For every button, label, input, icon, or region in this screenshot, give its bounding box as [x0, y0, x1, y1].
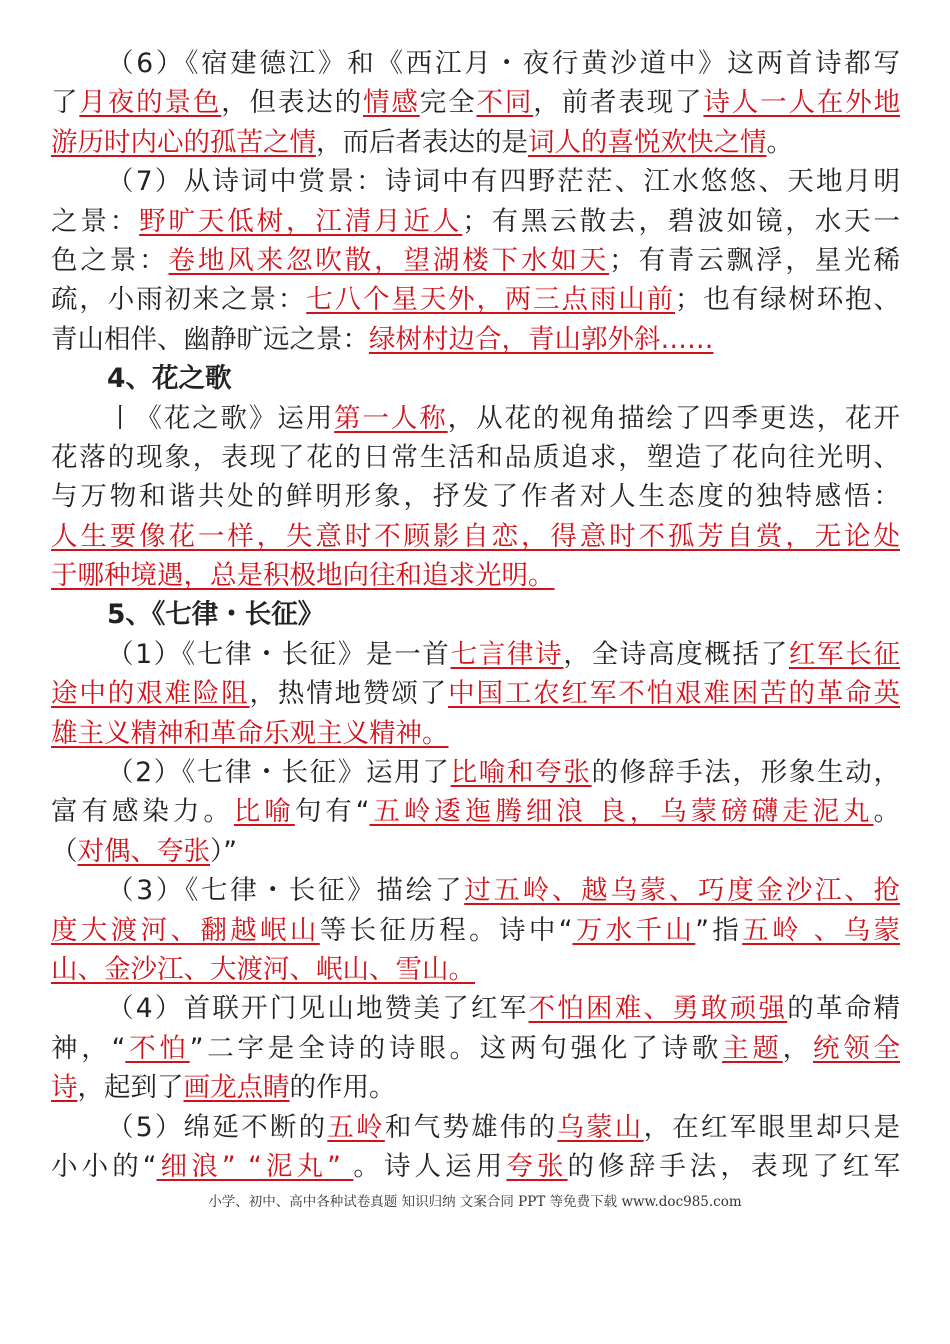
answer-highlight: 卷地风来忽吹散，望湖楼下水如天 — [168, 244, 610, 276]
text-segment: （ — [51, 835, 78, 867]
text-line — [51, 202, 900, 241]
answer-highlight: 五岭 — [327, 1111, 385, 1143]
text-segment: （3）《七律・长征》描绘了 — [107, 875, 465, 907]
text-segment: ，但表达的 — [221, 87, 363, 119]
text-segment: 的修辞手法，形象生动， — [591, 757, 900, 789]
text-segment: 与万物和谐共处的鲜明形象，抒发了作者对人生态度的独特感悟： — [51, 481, 900, 513]
answer-highlight: 于哪种境遇，总是积极地向往和追求光明。 — [51, 560, 555, 592]
text-line — [51, 44, 900, 83]
text-segment: ，全诗高度概括了 — [563, 638, 789, 670]
text-segment: ；有黑云散去，碧波如镜，水天一 — [462, 205, 900, 237]
text-line — [51, 517, 900, 556]
section-heading — [51, 359, 900, 398]
answer-highlight: 不怕困难、勇敢顽强 — [528, 993, 788, 1025]
answer-highlight: 细浪” “泥丸” — [156, 1150, 354, 1182]
answer-highlight: 七言律诗 — [450, 638, 564, 670]
answer-highlight: 野旷天低树，江清月近人 — [139, 205, 463, 237]
text-segment: 之景： — [51, 205, 140, 237]
text-segment: 小小的“ — [51, 1150, 157, 1182]
text-line — [51, 674, 900, 713]
text-segment: 等长征历程。诗中“ — [319, 914, 573, 946]
answer-highlight: 词人的喜悦欢快之情 — [528, 126, 767, 158]
text-segment: ”二字是全诗的诗眼。这两句强化了诗歌 — [189, 1032, 723, 1064]
text-line — [51, 438, 900, 477]
answer-highlight: 七八个星天外，两三点雨山前 — [306, 284, 675, 316]
answer-highlight: 比喻和夸张 — [450, 757, 592, 789]
text-segment: 富有感染力。 — [51, 796, 234, 828]
text-segment: ，起到了 — [77, 1072, 184, 1104]
text-line — [51, 714, 900, 753]
text-segment: 疏，小雨初来之景： — [51, 284, 307, 316]
answer-highlight: 绿树村边合，青山郭外斜…… — [369, 323, 714, 355]
answer-highlight: 人生要像花一样，失意时不顾影自恋，得意时不孤芳自赏，无论处 — [51, 520, 900, 552]
text-segment: 的作用。 — [289, 1072, 396, 1104]
text-segment: 4、花之歌 — [107, 363, 232, 395]
answer-highlight: 万水千山 — [572, 914, 696, 946]
text-segment: 青山相伴、幽静旷远之景： — [51, 323, 369, 355]
answer-highlight: 雄主义精神和革命乐观主义精神。 — [51, 717, 449, 749]
answer-highlight: 不怕 — [125, 1032, 190, 1064]
text-segment: 和气势雄伟的 — [384, 1111, 558, 1143]
text-segment: ；有青云飘浮，星光稀 — [609, 244, 900, 276]
text-segment: （4）首联开门见山地赞美了红军 — [107, 993, 529, 1025]
answer-highlight: 红军长征 — [788, 638, 901, 670]
text-segment: 句有“ — [294, 796, 370, 828]
text-line — [51, 989, 900, 1028]
answer-highlight: 游历时内心的孤苦之情 — [51, 126, 316, 158]
text-line — [51, 792, 900, 831]
text-line — [51, 556, 900, 595]
answer-highlight: 画龙点睛 — [183, 1072, 290, 1104]
text-line — [51, 1029, 900, 1068]
answer-highlight: 中国工农红军不怕艰难困苦的革命英 — [448, 678, 901, 710]
answer-highlight: 度大渡河、翻越岷山 — [51, 914, 320, 946]
text-segment: 神，“ — [51, 1032, 126, 1064]
answer-highlight: 乌蒙山 — [557, 1111, 644, 1143]
text-segment: 。 — [873, 796, 900, 828]
text-line — [51, 241, 900, 280]
text-line — [51, 635, 900, 674]
answer-highlight: 过五岭、越乌蒙、巧度金沙江、抢 — [464, 875, 900, 907]
answer-highlight: 第一人称 — [334, 402, 448, 434]
text-line — [51, 399, 900, 438]
answer-highlight: 统领全 — [812, 1032, 901, 1064]
answer-highlight: 比喻 — [233, 796, 295, 828]
text-line — [51, 83, 900, 122]
text-segment: 花落的现象，表现了花的日常生活和品质追求，塑造了花向往光明、 — [51, 441, 900, 473]
text-segment: ， — [782, 1032, 813, 1064]
text-line — [51, 123, 900, 162]
text-line — [51, 1068, 900, 1107]
text-segment: （6）《宿建德江》和《西江月・夜行黄沙道中》这两首诗都写 — [107, 48, 900, 79]
text-line — [51, 832, 900, 871]
text-segment: 色之景： — [51, 244, 169, 276]
text-segment: （7）从诗词中赏景：诗词中有四野茫茫、江水悠悠、天地月明 — [107, 166, 900, 198]
answer-highlight: 诗人一人在外地 — [703, 87, 901, 119]
text-segment: ；也有绿树环抱、 — [674, 284, 901, 316]
text-line — [51, 1108, 900, 1147]
text-segment: 完全 — [419, 87, 477, 119]
answer-highlight: 山、金沙江、大渡河、岷山、雪山。 — [51, 953, 475, 985]
document-body — [51, 44, 900, 1186]
text-line — [51, 477, 900, 516]
text-segment: ，在红军眼里却只是 — [643, 1111, 901, 1143]
text-segment: 的革命精 — [787, 993, 901, 1025]
text-line — [51, 871, 900, 910]
text-line — [51, 1147, 900, 1186]
text-segment: 的修辞手法，表现了红军 — [567, 1150, 901, 1182]
text-line — [51, 950, 900, 989]
text-segment: 。 — [766, 126, 793, 158]
section-heading — [51, 595, 900, 634]
page-footer: 小学、初中、高中各种试卷真题 知识归纳 文案合同 PPT 等免费下载 www.doc985.com — [208, 1194, 742, 1210]
answer-highlight: 月夜的景色 — [79, 87, 222, 119]
answer-highlight: 主题 — [722, 1032, 783, 1064]
text-segment: ，而后者表达的是 — [316, 126, 528, 158]
answer-highlight: 途中的艰难险阻 — [51, 678, 250, 710]
text-segment: ，从花的视角描绘了四季更迭，花开 — [447, 402, 901, 434]
text-segment: 5、《七律・长征》 — [107, 599, 325, 631]
answer-highlight: 不同 — [476, 87, 534, 119]
text-line — [51, 320, 900, 359]
text-line — [51, 911, 900, 950]
text-line — [51, 753, 900, 792]
answer-highlight: 五岭逶迤腾细浪 良，乌蒙磅礴走泥丸 — [369, 796, 874, 828]
text-segment: ）” — [210, 835, 237, 867]
answer-highlight: 五岭 、乌蒙 — [742, 914, 901, 946]
text-segment: （2）《七律・长征》运用了 — [107, 757, 451, 789]
text-segment: 。诗人运用 — [353, 1150, 507, 1182]
text-segment: 了 — [51, 87, 80, 119]
text-segment: （5）绵延不断的 — [107, 1111, 328, 1143]
text-line — [51, 162, 900, 201]
answer-highlight: 夸张 — [506, 1150, 568, 1182]
text-segment: 丨《花之歌》运用 — [107, 402, 335, 434]
text-line — [51, 280, 900, 319]
answer-highlight: 情感 — [363, 87, 420, 119]
text-segment: ，热情地赞颂了 — [249, 678, 449, 710]
text-segment: ”指 — [695, 914, 743, 946]
text-segment: （1）《七律・长征》是一首 — [107, 638, 451, 670]
answer-highlight: 诗 — [51, 1072, 78, 1104]
text-segment: ，前者表现了 — [533, 87, 704, 119]
answer-highlight: 对偶、夸张 — [77, 835, 210, 867]
